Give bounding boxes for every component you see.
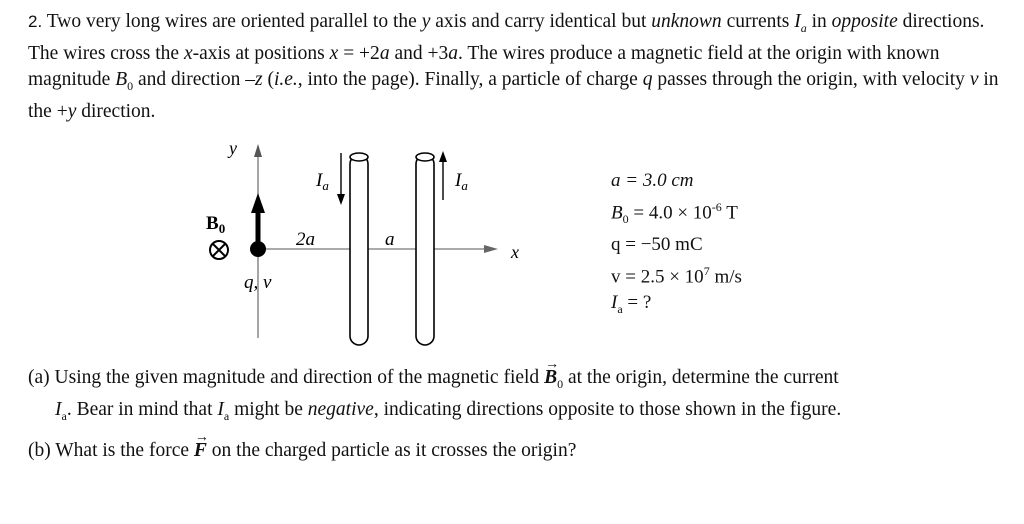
problem-text: axis and carry identical but: [435, 11, 647, 32]
var-B0: B: [115, 68, 128, 90]
problem-text: and direction –: [138, 68, 255, 90]
var-y: y: [421, 11, 431, 32]
problem-text: direction.: [81, 101, 156, 123]
value-B0: $B_0 = 4.0 \times 10^{-6}$ T: [611, 200, 738, 227]
var-Ia: I: [217, 399, 224, 421]
var-q: q: [642, 68, 653, 90]
question-parts: [28, 365, 1008, 471]
problem-text: . The wires produce a magnetic field at the origin with known magnitude: [28, 43, 940, 90]
distance-2a-label: 2a: [296, 229, 315, 250]
var-a: a: [379, 43, 390, 65]
vector-B0-sub: 0: [557, 376, 564, 391]
distance-a-label: a: [385, 229, 395, 250]
vector-F: → F: [194, 438, 207, 464]
var-x: x: [329, 43, 339, 65]
problem-text: passes through the origin, with velocity: [657, 68, 965, 90]
problem-text: (: [267, 68, 274, 90]
problem-number: 2.: [28, 12, 43, 31]
value-q: q = −50 mC: [611, 234, 703, 256]
var-v: v: [969, 68, 979, 90]
emph-opposite: opposite: [831, 11, 898, 32]
value-v: $v = 2.5 \times 10^7$ m/s: [611, 264, 742, 288]
wire-left: [350, 153, 368, 345]
problem-text: directions. The wires cross the: [28, 11, 985, 65]
problem-text: currents: [726, 11, 790, 32]
var-y: y: [67, 101, 77, 123]
problem-text: and +3: [394, 43, 449, 65]
emph-unknown: unknown: [651, 11, 722, 32]
emph-ie: i.e.: [273, 68, 298, 90]
current-arrow-down: [337, 153, 345, 205]
problem-text: = +2: [343, 43, 380, 65]
x-axis-label: x: [511, 242, 519, 262]
particle-label: q, v: [244, 272, 272, 293]
part-a: [28, 365, 1008, 430]
var-B0-sub: 0: [127, 78, 134, 93]
var-Ia-sub: a: [223, 409, 230, 424]
var-z: z: [254, 68, 263, 90]
velocity-arrow: [251, 193, 265, 245]
var-Ia: I: [55, 399, 62, 421]
var-Ia-sub: a: [61, 409, 67, 424]
part-a-text: at the origin, determine the current: [567, 367, 839, 388]
into-page-symbol: [210, 241, 228, 259]
part-b: [28, 438, 1008, 464]
part-a-text: . Bear in mind that: [66, 399, 213, 421]
B0-figure-label: $B_0$: [206, 213, 226, 236]
y-axis-label: y: [229, 138, 237, 158]
problem-text: , into the page). Finally, a particle of charge: [297, 68, 638, 90]
charged-particle: [250, 241, 266, 257]
part-a-label: (a): [28, 367, 50, 388]
given-values: [611, 168, 742, 322]
current-label-right: $I_a$: [455, 170, 468, 193]
var-x: x: [183, 43, 193, 65]
var-Ia-sub: a: [800, 20, 807, 35]
wire-right: [416, 153, 434, 345]
part-b-text: on the charged particle as it crosses the origin?: [211, 439, 577, 461]
problem-text: Two very long wires are oriented parallel to the: [46, 11, 417, 32]
part-a-text: , indicating directions opposite to those shown in the figure.: [373, 399, 842, 421]
part-a-text: Using the given magnitude and direction of the magnetic field: [54, 367, 540, 388]
var-a: a: [448, 43, 458, 65]
problem-text: in: [811, 11, 827, 32]
problem-text: -axis at positions: [192, 43, 325, 65]
emph-negative: negative: [307, 399, 374, 421]
current-arrow-up: [439, 151, 447, 200]
x-axis: [258, 245, 498, 253]
vector-B0: → B: [544, 365, 557, 391]
part-b-text: What is the force: [55, 439, 190, 461]
problem-text: in the +: [28, 68, 999, 123]
var-Ia: I: [794, 11, 801, 32]
value-Ia: $I_a$ = ?: [611, 292, 652, 317]
current-label-left: $I_a$: [316, 170, 329, 193]
value-a: a = 3.0 cm: [611, 170, 694, 191]
part-b-label: (b): [28, 439, 51, 461]
part-a-text: might be: [234, 399, 303, 421]
